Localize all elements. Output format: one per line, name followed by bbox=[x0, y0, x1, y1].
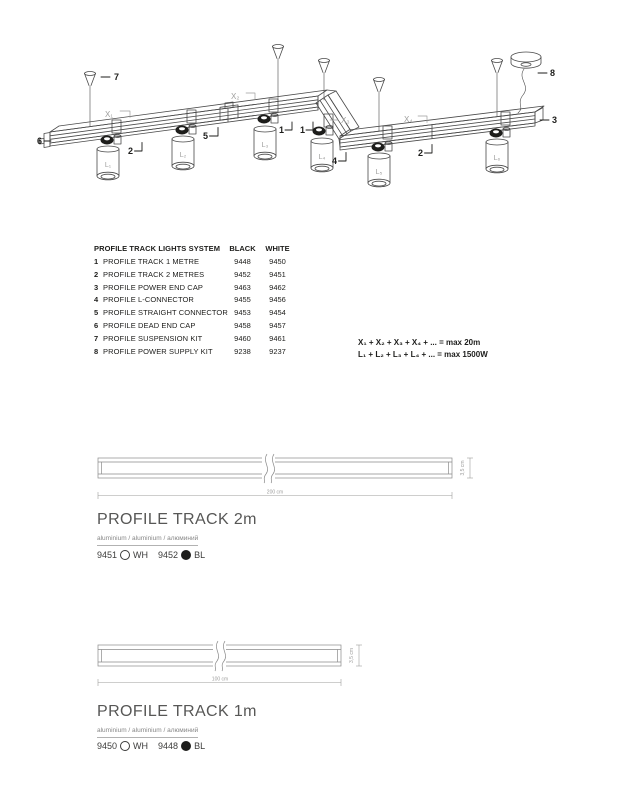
row-num: 2 bbox=[94, 269, 99, 279]
callout-8: 8 bbox=[550, 68, 556, 78]
row-num: 1 bbox=[94, 256, 99, 266]
x3-label: X₃ bbox=[341, 116, 350, 125]
l3-label: L₃ bbox=[261, 142, 269, 149]
table-row bbox=[94, 304, 294, 317]
row-black-code: 9448 bbox=[234, 256, 251, 266]
variant-codes-2m bbox=[97, 550, 205, 560]
dimension-drawing-1m bbox=[0, 638, 622, 690]
row-black-code: 9458 bbox=[234, 321, 251, 331]
table-row bbox=[94, 279, 294, 292]
row-black-code: 9452 bbox=[234, 269, 251, 279]
track-segment-1 bbox=[50, 90, 327, 146]
variant-white-finish: WH bbox=[133, 741, 149, 751]
callout-2b: 2 bbox=[418, 148, 424, 158]
row-black-code: 9455 bbox=[234, 295, 251, 305]
callout-3: 3 bbox=[552, 115, 558, 125]
materials-line-2m: aluminium / aluminium / алюминий bbox=[97, 535, 198, 546]
row-num: 6 bbox=[94, 321, 99, 331]
row-black-code: 9453 bbox=[234, 308, 251, 318]
row-name: PROFILE DEAD END CAP bbox=[103, 321, 196, 331]
table-header bbox=[94, 240, 294, 253]
black-swatch-icon bbox=[181, 741, 191, 751]
height-dimension-label: 3,5 cm bbox=[349, 647, 355, 664]
variant-codes-1m bbox=[97, 741, 205, 751]
row-num: 7 bbox=[94, 334, 99, 344]
l5-label: L₅ bbox=[375, 169, 383, 176]
height-dimension-label: 3,5 cm bbox=[460, 460, 466, 476]
row-num: 5 bbox=[94, 308, 99, 318]
l6-label: L₆ bbox=[493, 155, 501, 162]
length-dimension-1m bbox=[98, 677, 341, 687]
l2-label: L₂ bbox=[179, 152, 187, 159]
variant-black-finish: BL bbox=[194, 741, 206, 751]
column-white: WHITE bbox=[265, 243, 290, 253]
length-dimension-label: 100 cm bbox=[211, 676, 229, 683]
product-table bbox=[94, 240, 294, 356]
callout-leaders bbox=[44, 73, 549, 161]
black-swatch-icon bbox=[181, 550, 191, 560]
row-name: PROFILE STRAIGHT CONNECTOR bbox=[103, 308, 228, 318]
callout-4: 4 bbox=[332, 156, 338, 166]
row-num: 4 bbox=[94, 295, 99, 305]
spotlight-l4 bbox=[311, 114, 333, 172]
callout-2a: 2 bbox=[128, 146, 134, 156]
row-white-code: 9450 bbox=[269, 256, 286, 266]
white-swatch-icon bbox=[120, 741, 130, 751]
callout-6: 6 bbox=[37, 136, 43, 146]
l4-label: L₄ bbox=[318, 154, 326, 161]
profile-bar-1m bbox=[98, 641, 341, 671]
row-name: PROFILE TRACK 1 METRE bbox=[103, 256, 200, 266]
x4-label: X₄ bbox=[404, 115, 413, 124]
row-white-code: 9454 bbox=[269, 308, 286, 318]
materials-line-1m: aluminium / aluminium / алюминий bbox=[97, 727, 198, 738]
variant-white-finish: WH bbox=[133, 550, 149, 560]
suspension-kit bbox=[85, 45, 503, 132]
table-row bbox=[94, 330, 294, 343]
system-diagram bbox=[0, 0, 622, 200]
spotlight-l5 bbox=[368, 126, 392, 187]
table-row bbox=[94, 266, 294, 279]
length-dimension-2m bbox=[98, 490, 452, 500]
formula-max-length: X₁ + X₂ + X₃ + X₄ + ... = max 20m bbox=[358, 338, 481, 347]
x2-label: X₂ bbox=[231, 92, 240, 101]
height-dimension-2m bbox=[460, 458, 473, 478]
row-name: PROFILE POWER END CAP bbox=[103, 282, 204, 292]
l1-label: L₁ bbox=[104, 162, 112, 169]
profile-bar-2m bbox=[98, 454, 452, 483]
callout-7: 7 bbox=[114, 72, 120, 82]
height-dimension-1m bbox=[349, 645, 362, 666]
track-segment-2 bbox=[340, 106, 544, 150]
power-supply-kit bbox=[511, 52, 541, 113]
row-white-code: 9456 bbox=[269, 295, 286, 305]
formula-max-power: L₁ + L₂ + L₃ + L₄ + ... = max 1500W bbox=[358, 350, 488, 359]
row-white-code: 9462 bbox=[269, 282, 286, 292]
row-black-code: 9460 bbox=[234, 334, 251, 344]
row-white-code: 9461 bbox=[269, 334, 286, 344]
column-black: BLACK bbox=[229, 243, 256, 253]
table-row bbox=[94, 317, 294, 330]
variant-black-code: 9452 bbox=[158, 550, 179, 560]
variant-black-finish: BL bbox=[194, 550, 206, 560]
row-white-code: 9457 bbox=[269, 321, 286, 331]
white-swatch-icon bbox=[120, 550, 130, 560]
row-black-code: 9238 bbox=[234, 347, 251, 357]
row-name: PROFILE POWER SUPPLY KIT bbox=[103, 347, 213, 357]
limit-formulas bbox=[358, 337, 488, 361]
variant-black-code: 9448 bbox=[158, 741, 179, 751]
row-name: PROFILE TRACK 2 METRES bbox=[103, 269, 205, 279]
x1-label: X₁ bbox=[105, 110, 114, 119]
callout-5: 5 bbox=[203, 131, 209, 141]
product-title-2m: PROFILE TRACK 2m bbox=[97, 511, 257, 528]
row-name: PROFILE SUSPENSION KIT bbox=[103, 334, 203, 344]
row-black-code: 9463 bbox=[234, 282, 251, 292]
product-title-1m: PROFILE TRACK 1m bbox=[97, 703, 257, 720]
row-white-code: 9237 bbox=[269, 347, 286, 357]
length-dimension-label: 200 cm bbox=[266, 489, 284, 496]
callout-1b: 1 bbox=[300, 125, 306, 135]
row-name: PROFILE L-CONNECTOR bbox=[103, 295, 194, 305]
table-row bbox=[94, 253, 294, 266]
callout-1a: 1 bbox=[279, 125, 285, 135]
table-row bbox=[94, 292, 294, 305]
variant-white-code: 9451 bbox=[97, 550, 118, 560]
dimension-drawing-2m bbox=[0, 450, 622, 502]
table-title: PROFILE TRACK LIGHTS SYSTEM bbox=[94, 243, 221, 253]
row-white-code: 9451 bbox=[269, 269, 286, 279]
table-row bbox=[94, 343, 294, 356]
row-num: 8 bbox=[94, 347, 99, 357]
power-end-cap bbox=[535, 108, 543, 124]
row-num: 3 bbox=[94, 282, 99, 292]
variant-white-code: 9450 bbox=[97, 741, 118, 751]
